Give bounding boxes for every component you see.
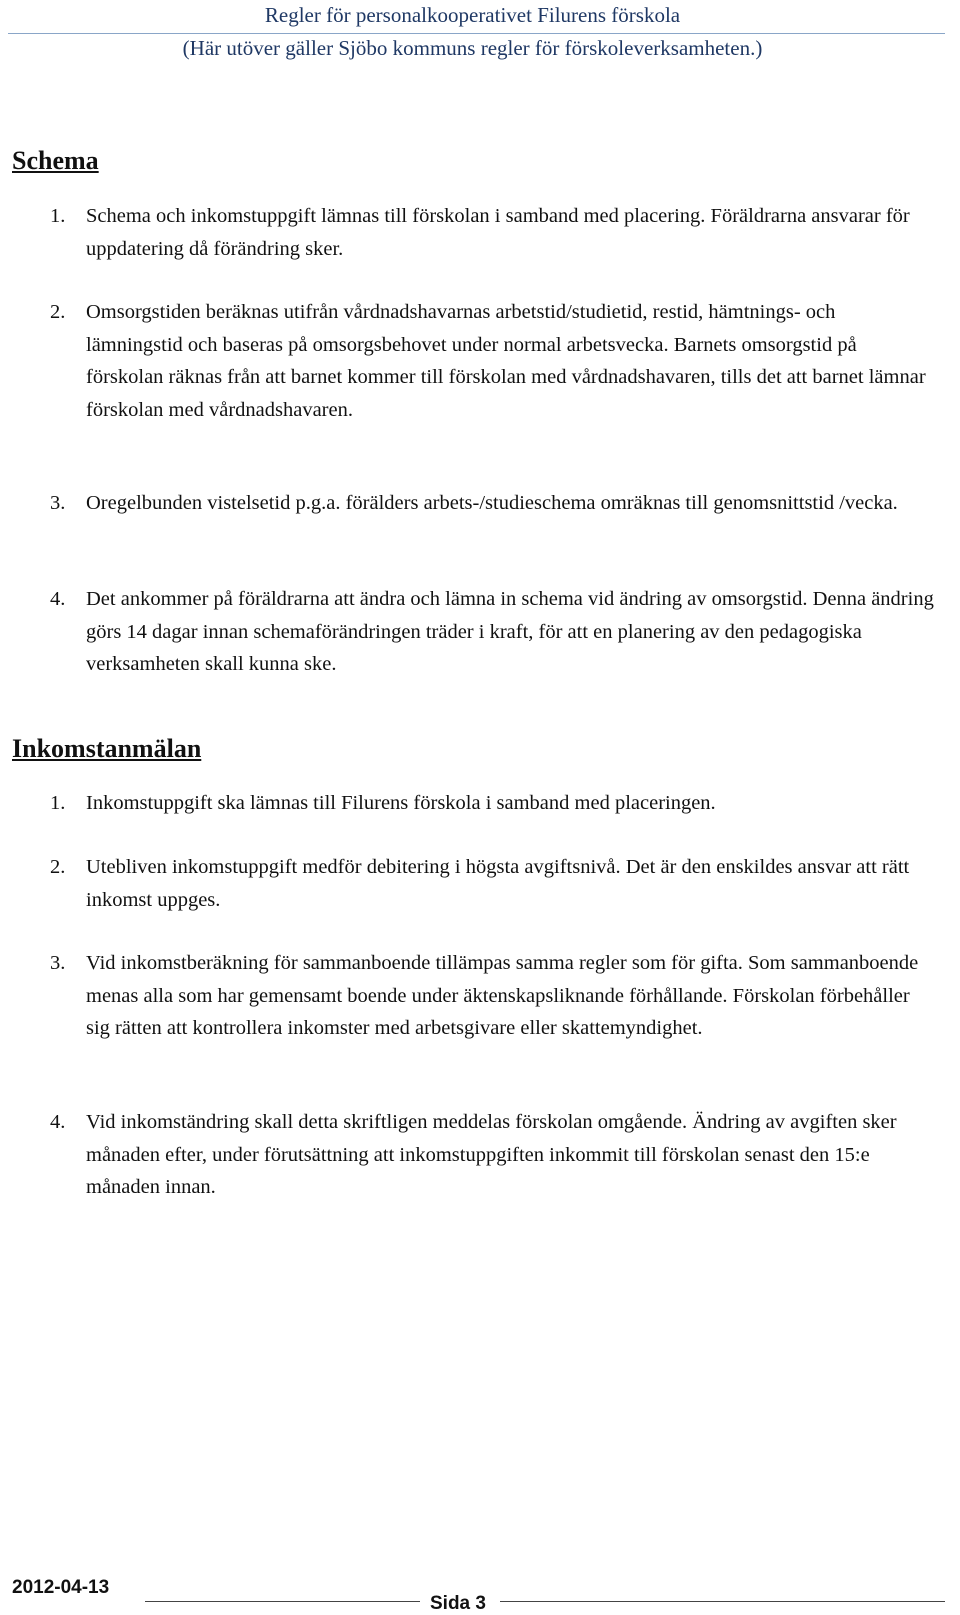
page-number: Sida 3 bbox=[430, 1593, 486, 1614]
list-item-text: Omsorgstiden beräknas utifrån vårdnadshavarnas arbetstid/studietid, restid, hämtnings- och lämningstid och baseras på omsorgsbehovet under normal arbetsvecka. Barnets omsorgstid på förskolan räknas från att barnet kommer till förskolan med vårdnadshavaren, tills det att barnet lämnar förskolan med vårdnadshavaren. bbox=[86, 301, 926, 421]
list-item-text: Det ankommer på föräldrarna att ändra och lämna in schema vid ändring av omsorgstid. Denna ändring görs 14 dagar innan schemaförändringen träder i kraft, för att en planering av den pedagogiska verksamheten skall kunna ske. bbox=[86, 588, 934, 675]
list-item-text: Inkomstuppgift ska lämnas till Filurens förskola i samband med placeringen. bbox=[86, 792, 716, 814]
list-item-number: 3. bbox=[50, 952, 66, 974]
list-item-text: Schema och inkomstuppgift lämnas till förskolan i samband med placering. Föräldrarna ansvarar för uppdatering då förändring sker. bbox=[86, 205, 910, 260]
list-item-number: 3. bbox=[50, 492, 66, 514]
header-subtitle: (Här utöver gäller Sjöbo kommuns regler för förskoleverksamheten.) bbox=[182, 36, 763, 60]
list-item-text: Utebliven inkomstuppgift medför debitering i högsta avgiftsnivå. Det är den enskildes ansvar att rätt inkomst uppges. bbox=[86, 856, 910, 911]
list-item-number: 4. bbox=[50, 1111, 66, 1133]
footer-date: 2012-04-13 bbox=[12, 1577, 110, 1598]
list-item-number: 1. bbox=[50, 205, 66, 227]
list-item-number: 1. bbox=[50, 792, 66, 814]
list-item-number: 2. bbox=[50, 301, 66, 323]
section-heading-schema: Schema bbox=[12, 146, 99, 175]
section-heading-inkomstanmalan: Inkomstanmälan bbox=[12, 734, 202, 763]
list-item-number: 2. bbox=[50, 856, 66, 878]
list-item-number: 4. bbox=[50, 588, 66, 610]
list-item-text: Vid inkomständring skall detta skriftligen meddelas förskolan omgående. Ändring av avgiften sker månaden efter, under förutsättning att inkomstuppgiften inkommit till förskolan senast den 15:e månaden innan. bbox=[86, 1111, 897, 1198]
footer-divider bbox=[145, 1601, 945, 1602]
header-title: Regler för personalkooperativet Filurens förskola bbox=[264, 3, 681, 27]
list-item-text: Oregelbunden vistelsetid p.g.a. förälders arbets-/studieschema omräknas till genomsnittstid /vecka. bbox=[86, 492, 898, 514]
list-item-text: Vid inkomstberäkning för sammanboende tillämpas samma regler som för gifta. Som sammanboende menas alla som har gemensamt boende under äktenskapsliknande förhållande. Förskolan förbehåller sig rätten att kontrollera inkomster med arbetsgivare eller skattemyndighet. bbox=[86, 952, 919, 1039]
